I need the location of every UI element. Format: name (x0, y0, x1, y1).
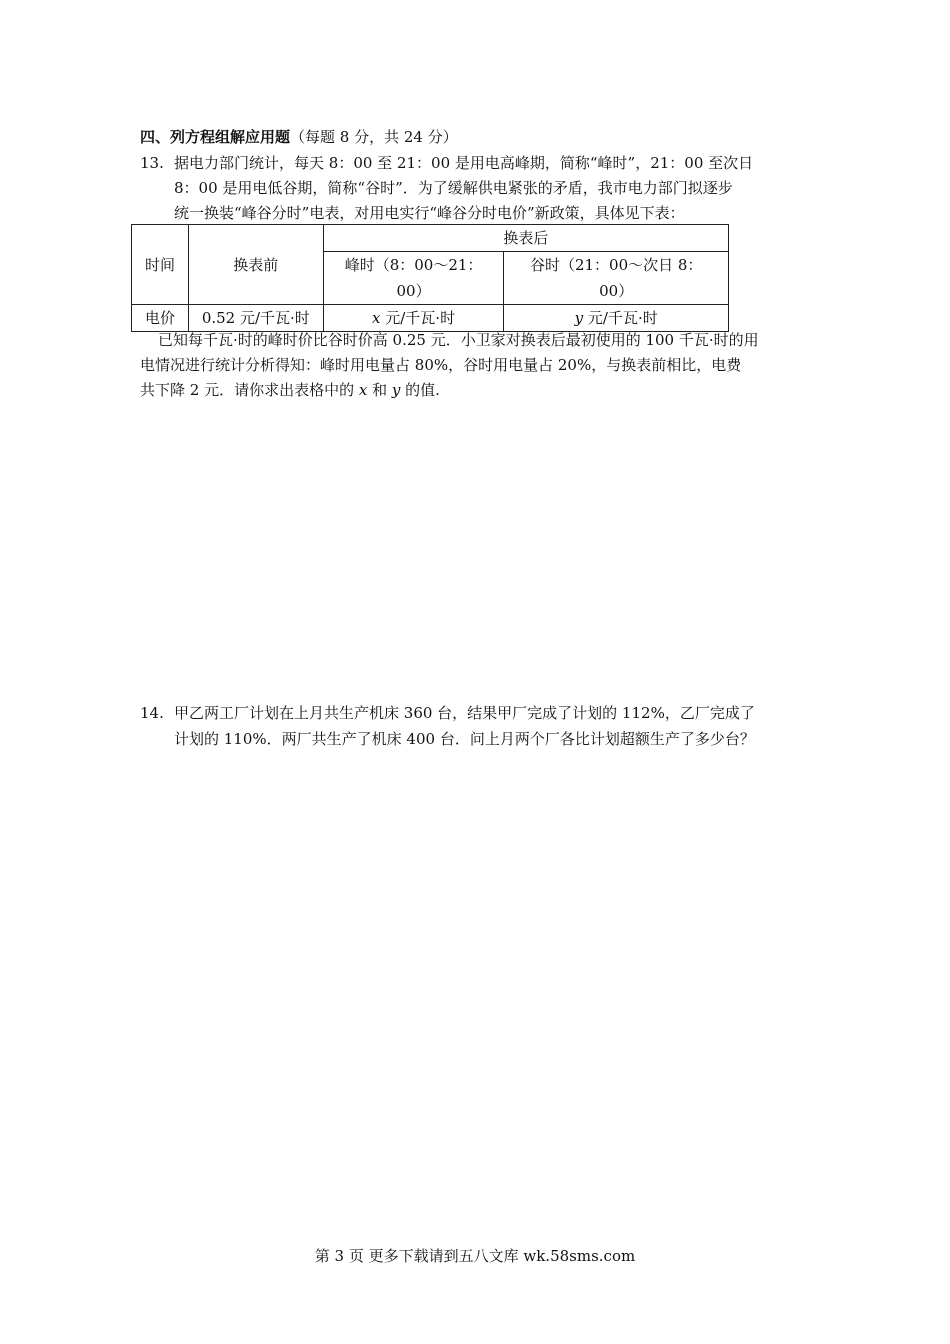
q14-line2: 计划的 110%．两厂共生产了机床 400 台．问上月两个厂各比计划超额生产了多少台？ (174, 730, 755, 748)
header-peak-line1: 峰时（8：00～21： (323, 252, 504, 279)
header-peak-line2: 00） (323, 278, 504, 305)
section-note: （每题 8 分，共 24 分） (290, 128, 458, 146)
header-valley-line2: 00） (504, 278, 729, 305)
q14-line1: 甲乙两工厂计划在上月共生产机床 360 台，结果甲厂完成了计划的 112%，乙厂完成了 (174, 704, 755, 722)
unit-peak: 元/千瓦·时 (380, 309, 456, 327)
header-valley-line1: 谷时（21：00～次日 8： (504, 252, 729, 279)
q14-number: 14. (140, 704, 164, 722)
q13-number: 13. (140, 154, 164, 172)
page-footer: 第 3 页 更多下载请到五八文库 wk.58sms.com (314, 1247, 636, 1265)
q13-line3: 统一换装“峰谷分时”电表，对用电实行“峰谷分时电价”新政策，具体见下表： (174, 204, 685, 222)
row-label-price: 电价 (132, 305, 189, 332)
q13-paragraph2: 电情况进行统计分析得知：峰时用电量占 80%，谷时用电量占 20%，与换表前相比，电费 (140, 356, 742, 374)
q13-paragraph3 (140, 380, 440, 400)
section-heading (140, 127, 458, 147)
q13-paragraph1: 已知每千瓦·时的峰时价比谷时价高 0.25 元．小卫家对换表后最初使用的 100 千瓦·时的用 (158, 331, 759, 349)
cell-price-valley (504, 305, 729, 332)
header-before: 换表前 (188, 225, 323, 305)
price-table (131, 224, 729, 332)
header-time: 时间 (132, 225, 189, 305)
q13-p3-text-b: 和 (367, 381, 392, 399)
section-title: 四、列方程组解应用题 (140, 128, 291, 146)
q13-p3-x: x (358, 381, 368, 399)
q13-p3-text-a: 共下降 2 元．请你求出表格中的 (140, 381, 359, 399)
header-after: 换表后 (323, 225, 728, 252)
var-x: x (372, 309, 381, 327)
unit-valley: 元/千瓦·时 (583, 309, 658, 327)
q13-line1: 据电力部门统计，每天 8：00 至 21：00 是用电高峰期，简称“峰时”，21：00 至次日 (174, 154, 754, 172)
q13-line2: 8：00 是用电低谷期，简称“谷时”．为了缓解供电紧张的矛盾，我市电力部门拟逐步 (174, 179, 733, 197)
cell-price-peak (323, 305, 504, 332)
cell-price-before: 0.52 元/千瓦·时 (188, 305, 323, 332)
var-y: y (574, 309, 584, 327)
q13-p3-text-c: 的值. (400, 381, 440, 399)
q13-p3-y: y (391, 381, 401, 399)
